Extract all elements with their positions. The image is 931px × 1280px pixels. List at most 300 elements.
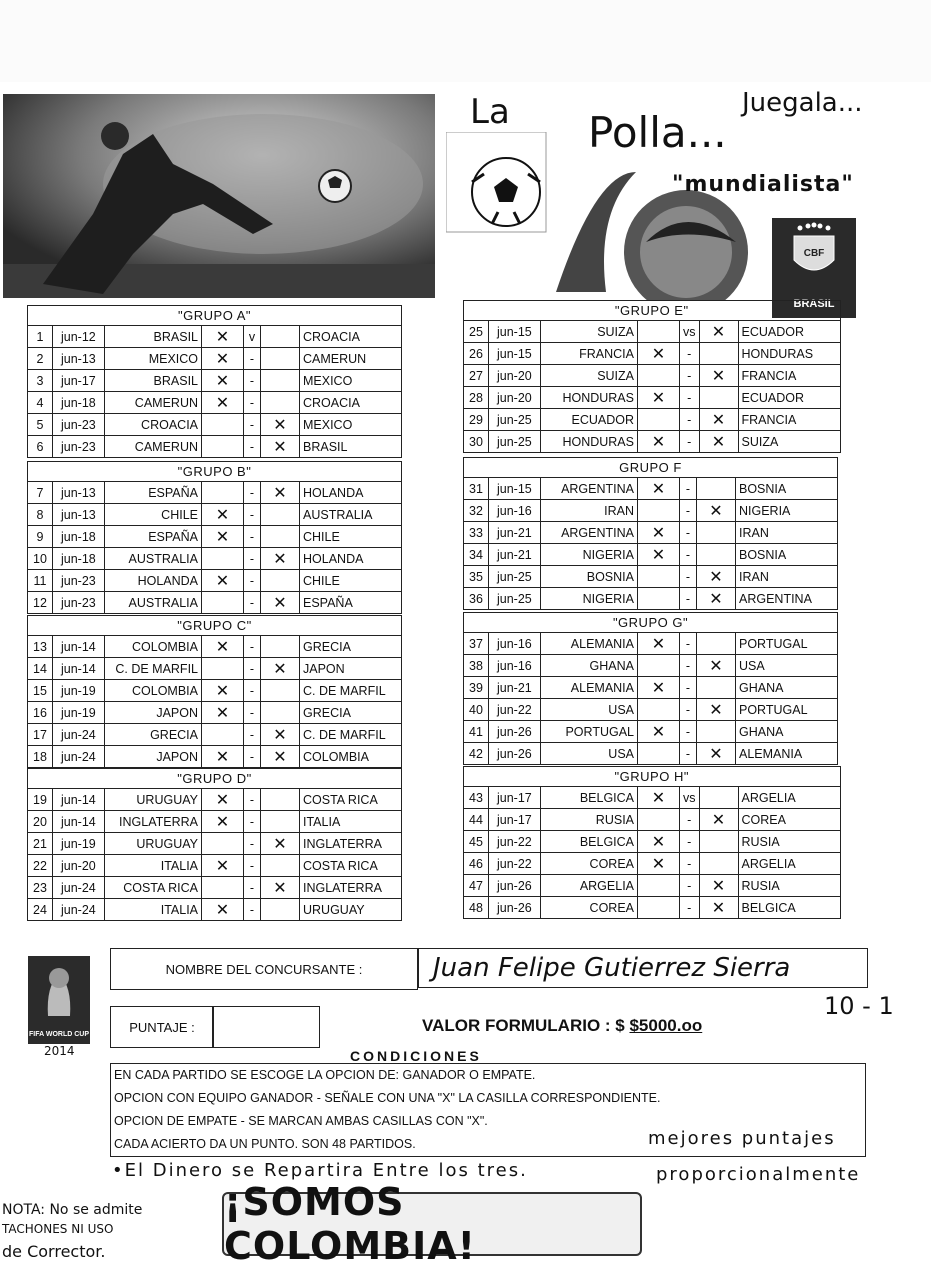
versus-separator: - [680, 365, 700, 387]
away-win-box[interactable]: ✕ [699, 365, 738, 387]
home-team: COLOMBIA [105, 636, 202, 658]
away-win-box[interactable] [697, 478, 736, 500]
home-team: CROACIA [105, 414, 202, 436]
match-date: jun-19 [53, 702, 105, 724]
away-win-box[interactable] [699, 787, 738, 809]
away-win-box[interactable]: ✕ [697, 500, 736, 522]
valor-label: VALOR FORMULARIO : $ [422, 1016, 625, 1035]
group-label: "GRUPO A" [28, 306, 402, 326]
home-win-box[interactable]: ✕ [638, 431, 680, 453]
group-label: "GRUPO G" [464, 613, 838, 633]
match-row [464, 387, 841, 409]
wc-logo-text: FIFA WORLD CUP [28, 1031, 89, 1038]
away-team: ECUADOR [738, 387, 840, 409]
home-win-box[interactable]: ✕ [202, 680, 244, 702]
group-label: "GRUPO H" [464, 767, 841, 787]
home-win-box[interactable]: ✕ [638, 831, 680, 853]
match-date: jun-14 [53, 811, 105, 833]
home-team: ARGENTINA [541, 522, 638, 544]
match-date: jun-23 [53, 570, 105, 592]
home-team: BRASIL [105, 370, 202, 392]
home-win-box[interactable]: ✕ [202, 348, 244, 370]
match-row [28, 877, 402, 899]
home-win-box[interactable] [202, 414, 244, 436]
away-win-box[interactable] [261, 526, 300, 548]
match-number: 14 [28, 658, 53, 680]
away-win-box[interactable]: ✕ [261, 658, 300, 680]
away-team: RUSIA [738, 875, 840, 897]
match-number: 8 [28, 504, 53, 526]
match-number: 45 [464, 831, 489, 853]
home-win-box[interactable] [202, 592, 244, 614]
home-win-box[interactable] [638, 875, 680, 897]
match-date: jun-21 [489, 544, 541, 566]
home-win-box[interactable]: ✕ [202, 570, 244, 592]
away-team: CHILE [300, 526, 402, 548]
home-win-box[interactable]: ✕ [638, 387, 680, 409]
away-win-box[interactable]: ✕ [261, 548, 300, 570]
away-team: CROACIA [300, 326, 402, 348]
home-team: HOLANDA [105, 570, 202, 592]
home-team: AUSTRALIA [105, 548, 202, 570]
away-team: PORTUGAL [736, 633, 838, 655]
away-team: JAPON [300, 658, 402, 680]
group-label: "GRUPO C" [28, 616, 402, 636]
match-date: jun-22 [489, 699, 541, 721]
match-row [28, 370, 402, 392]
crest-label: BRASIL [793, 298, 835, 310]
home-team: BELGICA [541, 787, 638, 809]
away-team: MEXICO [300, 414, 402, 436]
match-date: jun-16 [489, 500, 541, 522]
match-row [28, 548, 402, 570]
home-team: ESPAÑA [105, 482, 202, 504]
away-team: GHANA [736, 677, 838, 699]
home-win-box[interactable]: ✕ [202, 636, 244, 658]
match-number: 7 [28, 482, 53, 504]
home-win-box[interactable]: ✕ [202, 370, 244, 392]
match-number: 13 [28, 636, 53, 658]
match-row [28, 658, 402, 680]
match-number: 30 [464, 431, 489, 453]
home-win-box[interactable]: ✕ [638, 721, 680, 743]
away-win-box[interactable] [697, 677, 736, 699]
match-date: jun-25 [489, 588, 541, 610]
away-win-box[interactable]: ✕ [699, 431, 738, 453]
home-win-box[interactable] [638, 588, 680, 610]
away-team: RUSIA [738, 831, 840, 853]
away-team: CAMERUN [300, 348, 402, 370]
home-win-box[interactable] [638, 566, 680, 588]
match-row [464, 566, 838, 588]
fifa-world-cup-logo [28, 956, 90, 1044]
home-win-box[interactable] [202, 658, 244, 680]
versus-separator: - [680, 677, 697, 699]
away-team: GRECIA [300, 636, 402, 658]
match-number: 36 [464, 588, 489, 610]
match-number: 43 [464, 787, 489, 809]
match-row [464, 431, 841, 453]
match-row [464, 633, 838, 655]
home-win-box[interactable]: ✕ [638, 544, 680, 566]
match-date: jun-16 [489, 633, 541, 655]
svg-text:CBF: CBF [803, 248, 825, 259]
home-team: SUIZA [541, 321, 638, 343]
match-date: jun-17 [489, 787, 541, 809]
home-win-box[interactable]: ✕ [638, 677, 680, 699]
match-number: 17 [28, 724, 53, 746]
away-team: C. DE MARFIL [300, 724, 402, 746]
group-header-row [464, 767, 841, 787]
away-team: COLOMBIA [300, 746, 402, 768]
home-team: NIGERIA [541, 544, 638, 566]
handwritten-score: 10 - 1 [824, 992, 894, 1020]
handwritten-dinero-note: •El Dinero se Repartira Entre los tres. [112, 1160, 528, 1181]
home-win-box[interactable] [638, 409, 680, 431]
away-win-box[interactable] [697, 544, 736, 566]
match-row [28, 855, 402, 877]
versus-separator: - [244, 370, 261, 392]
home-win-box[interactable] [202, 877, 244, 899]
title-juegala: Juegala... [742, 88, 863, 118]
match-number: 21 [28, 833, 53, 855]
home-team: MEXICO [105, 348, 202, 370]
away-win-box[interactable] [261, 326, 300, 348]
away-team: HOLANDA [300, 482, 402, 504]
away-win-box[interactable]: ✕ [261, 877, 300, 899]
home-team: JAPON [105, 746, 202, 768]
match-number: 34 [464, 544, 489, 566]
away-team: ARGENTINA [736, 588, 838, 610]
match-number: 48 [464, 897, 489, 919]
away-win-box[interactable] [261, 392, 300, 414]
away-win-box[interactable] [261, 702, 300, 724]
away-team: GHANA [736, 721, 838, 743]
away-win-box[interactable] [261, 680, 300, 702]
match-date: jun-26 [489, 743, 541, 765]
home-win-box[interactable] [638, 655, 680, 677]
match-date: jun-21 [489, 677, 541, 699]
home-team: NIGERIA [541, 588, 638, 610]
condition-line: OPCION DE EMPATE - SE MARCAN AMBAS CASILLAS CON "X". [114, 1114, 488, 1128]
match-date: jun-18 [53, 526, 105, 548]
home-team: C. DE MARFIL [105, 658, 202, 680]
match-row [464, 809, 841, 831]
match-row [28, 504, 402, 526]
versus-separator: - [244, 855, 261, 877]
away-win-box[interactable]: ✕ [261, 414, 300, 436]
match-row [28, 636, 402, 658]
match-number: 26 [464, 343, 489, 365]
soccer-player-image [3, 94, 435, 298]
away-win-box[interactable] [261, 636, 300, 658]
match-date: jun-23 [53, 414, 105, 436]
home-win-box[interactable] [638, 500, 680, 522]
home-win-box[interactable]: ✕ [202, 504, 244, 526]
away-win-box[interactable]: ✕ [261, 833, 300, 855]
home-win-box[interactable] [638, 699, 680, 721]
condition-line: EN CADA PARTIDO SE ESCOGE LA OPCION DE: GANADOR O EMPATE. [114, 1068, 536, 1082]
match-date: jun-20 [489, 365, 541, 387]
away-win-box[interactable] [261, 855, 300, 877]
home-team: ARGELIA [541, 875, 638, 897]
match-date: jun-22 [489, 853, 541, 875]
home-team: ALEMANIA [541, 633, 638, 655]
match-date: jun-24 [53, 877, 105, 899]
away-win-box[interactable] [261, 899, 300, 921]
match-number: 11 [28, 570, 53, 592]
away-team: COSTA RICA [300, 855, 402, 877]
versus-separator: - [244, 702, 261, 724]
contestant-name-label: NOMBRE DEL CONCURSANTE : [110, 948, 418, 990]
away-win-box[interactable]: ✕ [699, 321, 738, 343]
match-date: jun-13 [53, 482, 105, 504]
match-number: 46 [464, 853, 489, 875]
match-row [464, 853, 841, 875]
home-win-box[interactable]: ✕ [638, 787, 680, 809]
home-win-box[interactable] [638, 321, 680, 343]
versus-separator: - [244, 724, 261, 746]
match-row [464, 743, 838, 765]
away-team: SUIZA [738, 431, 840, 453]
versus-separator: - [244, 658, 261, 680]
home-win-box[interactable]: ✕ [202, 702, 244, 724]
match-date: jun-14 [53, 658, 105, 680]
away-win-box[interactable]: ✕ [699, 875, 738, 897]
match-row [28, 482, 402, 504]
away-win-box[interactable] [699, 387, 738, 409]
match-date: jun-13 [53, 504, 105, 526]
group-header-row [464, 458, 838, 478]
versus-separator: - [680, 431, 700, 453]
away-team: BOSNIA [736, 544, 838, 566]
group-c-table [27, 615, 402, 768]
conditions-title: CONDICIONES [350, 1048, 482, 1064]
away-win-box[interactable] [261, 504, 300, 526]
group-header-row [28, 616, 402, 636]
match-row [464, 655, 838, 677]
match-number: 38 [464, 655, 489, 677]
versus-separator: - [680, 721, 697, 743]
match-row [28, 526, 402, 548]
versus-separator: - [244, 899, 261, 921]
home-team: PORTUGAL [541, 721, 638, 743]
match-row [28, 326, 402, 348]
match-number: 42 [464, 743, 489, 765]
match-number: 35 [464, 566, 489, 588]
home-team: INGLATERRA [105, 811, 202, 833]
away-team: ALEMANIA [736, 743, 838, 765]
match-row [28, 414, 402, 436]
condition-line: CADA ACIERTO DA UN PUNTO. SON 48 PARTIDOS. [114, 1137, 416, 1151]
match-date: jun-25 [489, 566, 541, 588]
away-team: COSTA RICA [300, 789, 402, 811]
away-win-box[interactable]: ✕ [697, 655, 736, 677]
match-number: 18 [28, 746, 53, 768]
home-team: URUGUAY [105, 833, 202, 855]
away-win-box[interactable]: ✕ [697, 743, 736, 765]
home-team: CAMERUN [105, 436, 202, 458]
match-date: jun-17 [489, 809, 541, 831]
group-label: GRUPO F [464, 458, 838, 478]
home-win-box[interactable]: ✕ [202, 789, 244, 811]
versus-separator: - [244, 680, 261, 702]
group-header-row [464, 301, 841, 321]
match-date: jun-16 [489, 655, 541, 677]
home-win-box[interactable] [638, 743, 680, 765]
match-number: 16 [28, 702, 53, 724]
home-win-box[interactable]: ✕ [202, 326, 244, 348]
home-win-box[interactable] [202, 436, 244, 458]
group-label: "GRUPO D" [28, 769, 402, 789]
group-e-table [463, 300, 841, 453]
group-h-table [463, 766, 841, 919]
match-date: jun-15 [489, 478, 541, 500]
contestant-name-field[interactable]: Juan Felipe Gutierrez Sierra [418, 948, 868, 988]
home-team: GHANA [541, 655, 638, 677]
home-win-box[interactable] [638, 809, 680, 831]
match-number: 25 [464, 321, 489, 343]
away-win-box[interactable]: ✕ [699, 809, 738, 831]
away-win-box[interactable]: ✕ [699, 897, 738, 919]
note-line-3: de Corrector. [2, 1242, 106, 1261]
home-win-box[interactable]: ✕ [638, 633, 680, 655]
away-team: INGLATERRA [300, 877, 402, 899]
match-date: jun-14 [53, 789, 105, 811]
home-win-box[interactable]: ✕ [638, 853, 680, 875]
versus-separator: - [680, 875, 700, 897]
group-f-table [463, 457, 838, 610]
match-date: jun-25 [489, 409, 541, 431]
away-win-box[interactable] [699, 831, 738, 853]
away-win-box[interactable] [261, 348, 300, 370]
home-win-box[interactable]: ✕ [202, 392, 244, 414]
match-date: jun-17 [53, 370, 105, 392]
group-a-table [27, 305, 402, 458]
away-win-box[interactable]: ✕ [697, 699, 736, 721]
versus-separator: - [244, 811, 261, 833]
group-label: "GRUPO E" [464, 301, 841, 321]
match-number: 40 [464, 699, 489, 721]
match-number: 15 [28, 680, 53, 702]
versus-separator: - [680, 633, 697, 655]
home-win-box[interactable] [202, 724, 244, 746]
away-win-box[interactable]: ✕ [261, 746, 300, 768]
home-team: ARGENTINA [541, 478, 638, 500]
away-win-box[interactable] [261, 370, 300, 392]
home-team: ECUADOR [541, 409, 638, 431]
match-number: 31 [464, 478, 489, 500]
home-win-box[interactable]: ✕ [202, 855, 244, 877]
away-win-box[interactable]: ✕ [697, 566, 736, 588]
match-date: jun-24 [53, 724, 105, 746]
away-team: ITALIA [300, 811, 402, 833]
away-win-box[interactable]: ✕ [261, 724, 300, 746]
versus-separator: - [680, 566, 697, 588]
title-la: La [470, 92, 510, 132]
away-win-box[interactable] [699, 853, 738, 875]
away-team: BELGICA [738, 897, 840, 919]
home-win-box[interactable] [202, 833, 244, 855]
away-team: COREA [738, 809, 840, 831]
home-win-box[interactable] [202, 548, 244, 570]
home-team: BRASIL [105, 326, 202, 348]
match-date: jun-14 [53, 636, 105, 658]
away-win-box[interactable]: ✕ [261, 482, 300, 504]
puntaje-field[interactable] [212, 1006, 320, 1048]
home-win-box[interactable]: ✕ [202, 746, 244, 768]
away-team: IRAN [736, 566, 838, 588]
match-date: jun-18 [53, 548, 105, 570]
away-win-box[interactable] [261, 789, 300, 811]
home-team: ESPAÑA [105, 526, 202, 548]
versus-separator: - [244, 348, 261, 370]
match-number: 6 [28, 436, 53, 458]
home-team: CAMERUN [105, 392, 202, 414]
match-row [464, 544, 838, 566]
home-team: USA [541, 743, 638, 765]
home-win-box[interactable]: ✕ [202, 811, 244, 833]
home-win-box[interactable]: ✕ [638, 343, 680, 365]
away-win-box[interactable]: ✕ [261, 592, 300, 614]
home-win-box[interactable] [202, 482, 244, 504]
versus-separator: - [680, 343, 700, 365]
home-win-box[interactable]: ✕ [638, 522, 680, 544]
away-win-box[interactable] [699, 343, 738, 365]
away-win-box[interactable]: ✕ [699, 409, 738, 431]
home-team: COREA [541, 897, 638, 919]
versus-separator: - [680, 544, 697, 566]
away-team: FRANCIA [738, 409, 840, 431]
home-team: BOSNIA [541, 566, 638, 588]
away-team: ARGELIA [738, 787, 840, 809]
match-date: jun-22 [489, 831, 541, 853]
home-win-box[interactable] [638, 897, 680, 919]
match-row [28, 702, 402, 724]
versus-separator: - [244, 526, 261, 548]
home-win-box[interactable]: ✕ [202, 526, 244, 548]
group-header-row [28, 769, 402, 789]
match-date: jun-25 [489, 431, 541, 453]
away-team: INGLATERRA [300, 833, 402, 855]
away-win-box[interactable] [697, 633, 736, 655]
home-win-box[interactable] [638, 365, 680, 387]
versus-separator: - [680, 655, 697, 677]
versus-separator: - [244, 548, 261, 570]
away-team: ARGELIA [738, 853, 840, 875]
away-win-box[interactable] [697, 522, 736, 544]
away-win-box[interactable]: ✕ [261, 436, 300, 458]
home-team: URUGUAY [105, 789, 202, 811]
home-win-box[interactable]: ✕ [638, 478, 680, 500]
handwritten-proporcional: proporcionalmente [656, 1164, 861, 1185]
away-win-box[interactable]: ✕ [697, 588, 736, 610]
home-team: HONDURAS [541, 387, 638, 409]
match-row [464, 787, 841, 809]
home-win-box[interactable]: ✕ [202, 899, 244, 921]
match-row [28, 833, 402, 855]
subtitle-mundialista: "mundialista" [672, 172, 854, 197]
match-date: jun-20 [489, 387, 541, 409]
away-win-box[interactable] [261, 570, 300, 592]
versus-separator: - [680, 588, 697, 610]
home-team: SUIZA [541, 365, 638, 387]
match-row [28, 570, 402, 592]
away-team: GRECIA [300, 702, 402, 724]
home-team: IRAN [541, 500, 638, 522]
away-win-box[interactable] [261, 811, 300, 833]
away-win-box[interactable] [697, 721, 736, 743]
